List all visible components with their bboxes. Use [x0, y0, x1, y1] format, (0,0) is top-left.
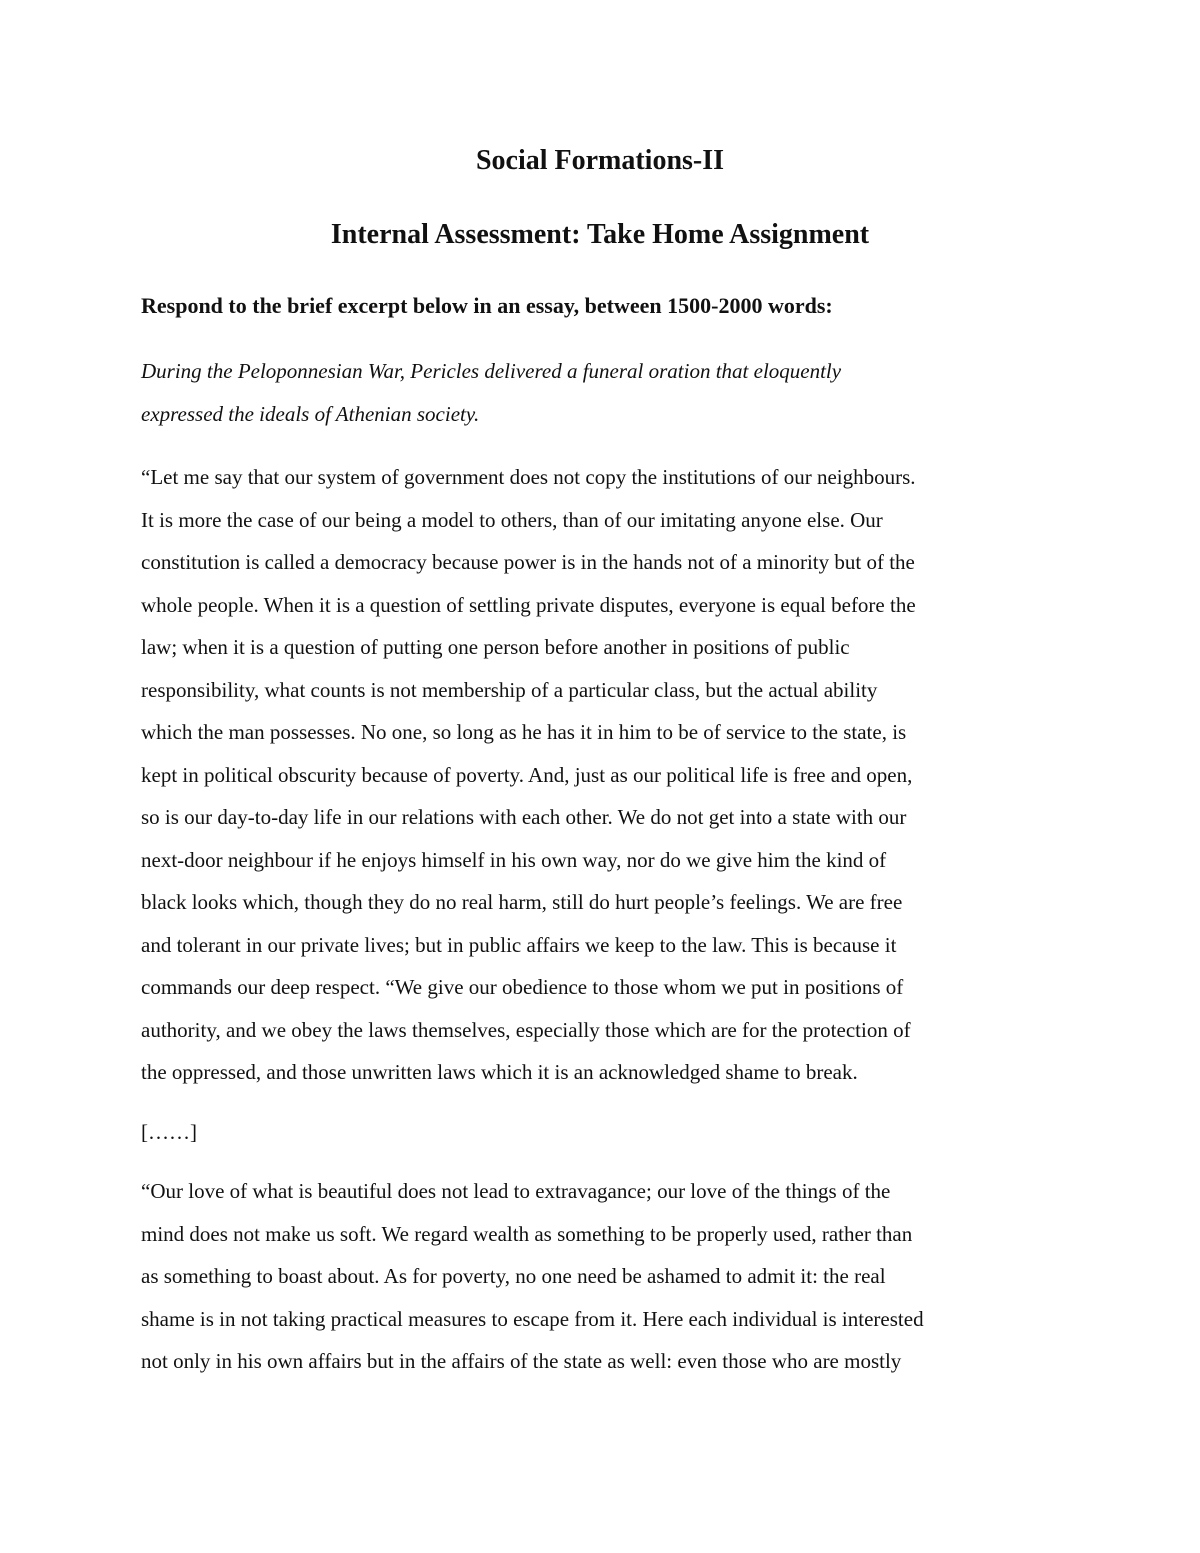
quote-line: black looks which, though they do no real harm, still do hurt people’s feelings. We are free [141, 890, 903, 914]
quote-line: and tolerant in our private lives; but in public affairs we keep to the law. This is because it [141, 932, 897, 957]
quote-line: responsibility, what counts is not membership of a particular class, but the actual ability [141, 677, 878, 702]
quote-line: shame is in not taking practical measures to escape from it. Here each individual is interested [141, 1306, 924, 1331]
quote-line: which the man possesses. No one, so long as he has it in him to be of service to the state, is [141, 720, 907, 744]
quote-paragraph-1 [141, 456, 1061, 1094]
omission-marker: [……] [141, 1120, 197, 1144]
quote-paragraph-2 [141, 1170, 1061, 1383]
quote-line: It is more the case of our being a model to others, than of our imitating anyone else. Our [141, 507, 883, 532]
quote-line: as something to boast about. As for poverty, no one need be ashamed to admit it: the real [141, 1264, 886, 1288]
document-subtitle: Internal Assessment: Take Home Assignment [330, 219, 870, 250]
quote-line: whole people. When it is a question of settling private disputes, everyone is equal before the [141, 592, 916, 617]
assignment-instruction: Respond to the brief excerpt below in an essay, between 1500-2000 words: [141, 293, 833, 318]
quote-line: mind does not make us soft. We regard wealth as something to be properly used, rather than [141, 1221, 913, 1246]
quote-line: “Our love of what is beautiful does not lead to extravagance; our love of the things of the [141, 1179, 891, 1203]
quote-line: commands our deep respect. “We give our obedience to those whom we put in positions of [141, 975, 904, 999]
quote-line: not only in his own affairs but in the affairs of the state as well: even those who are mostly [141, 1349, 902, 1373]
document-title: Social Formations-II [475, 145, 725, 176]
intro-line: expressed the ideals of Athenian society. [141, 401, 480, 426]
quote-line: constitution is called a democracy because power is in the hands not of a minority but of the [141, 550, 915, 574]
quote-line: the oppressed, and those unwritten laws which it is an acknowledged shame to break. [141, 1060, 858, 1084]
quote-line: next-door neighbour if he enjoys himself in his own way, nor do we give him the kind of [141, 847, 887, 872]
quote-line: kept in political obscurity because of poverty. And, just as our political life is free and open, [141, 762, 913, 787]
intro-paragraph [141, 350, 1061, 435]
quote-line: so is our day-to-day life in our relations with each other. We do not get into a state with our [141, 805, 907, 829]
quote-line: law; when it is a question of putting one person before another in positions of public [141, 635, 850, 659]
intro-line: During the Peloponnesian War, Pericles delivered a funeral oration that eloquently [141, 359, 842, 383]
quote-line: authority, and we obey the laws themselves, especially those which are for the protection of [141, 1017, 911, 1042]
quote-line: “Let me say that our system of government does not copy the institutions of our neighbours. [141, 465, 916, 489]
